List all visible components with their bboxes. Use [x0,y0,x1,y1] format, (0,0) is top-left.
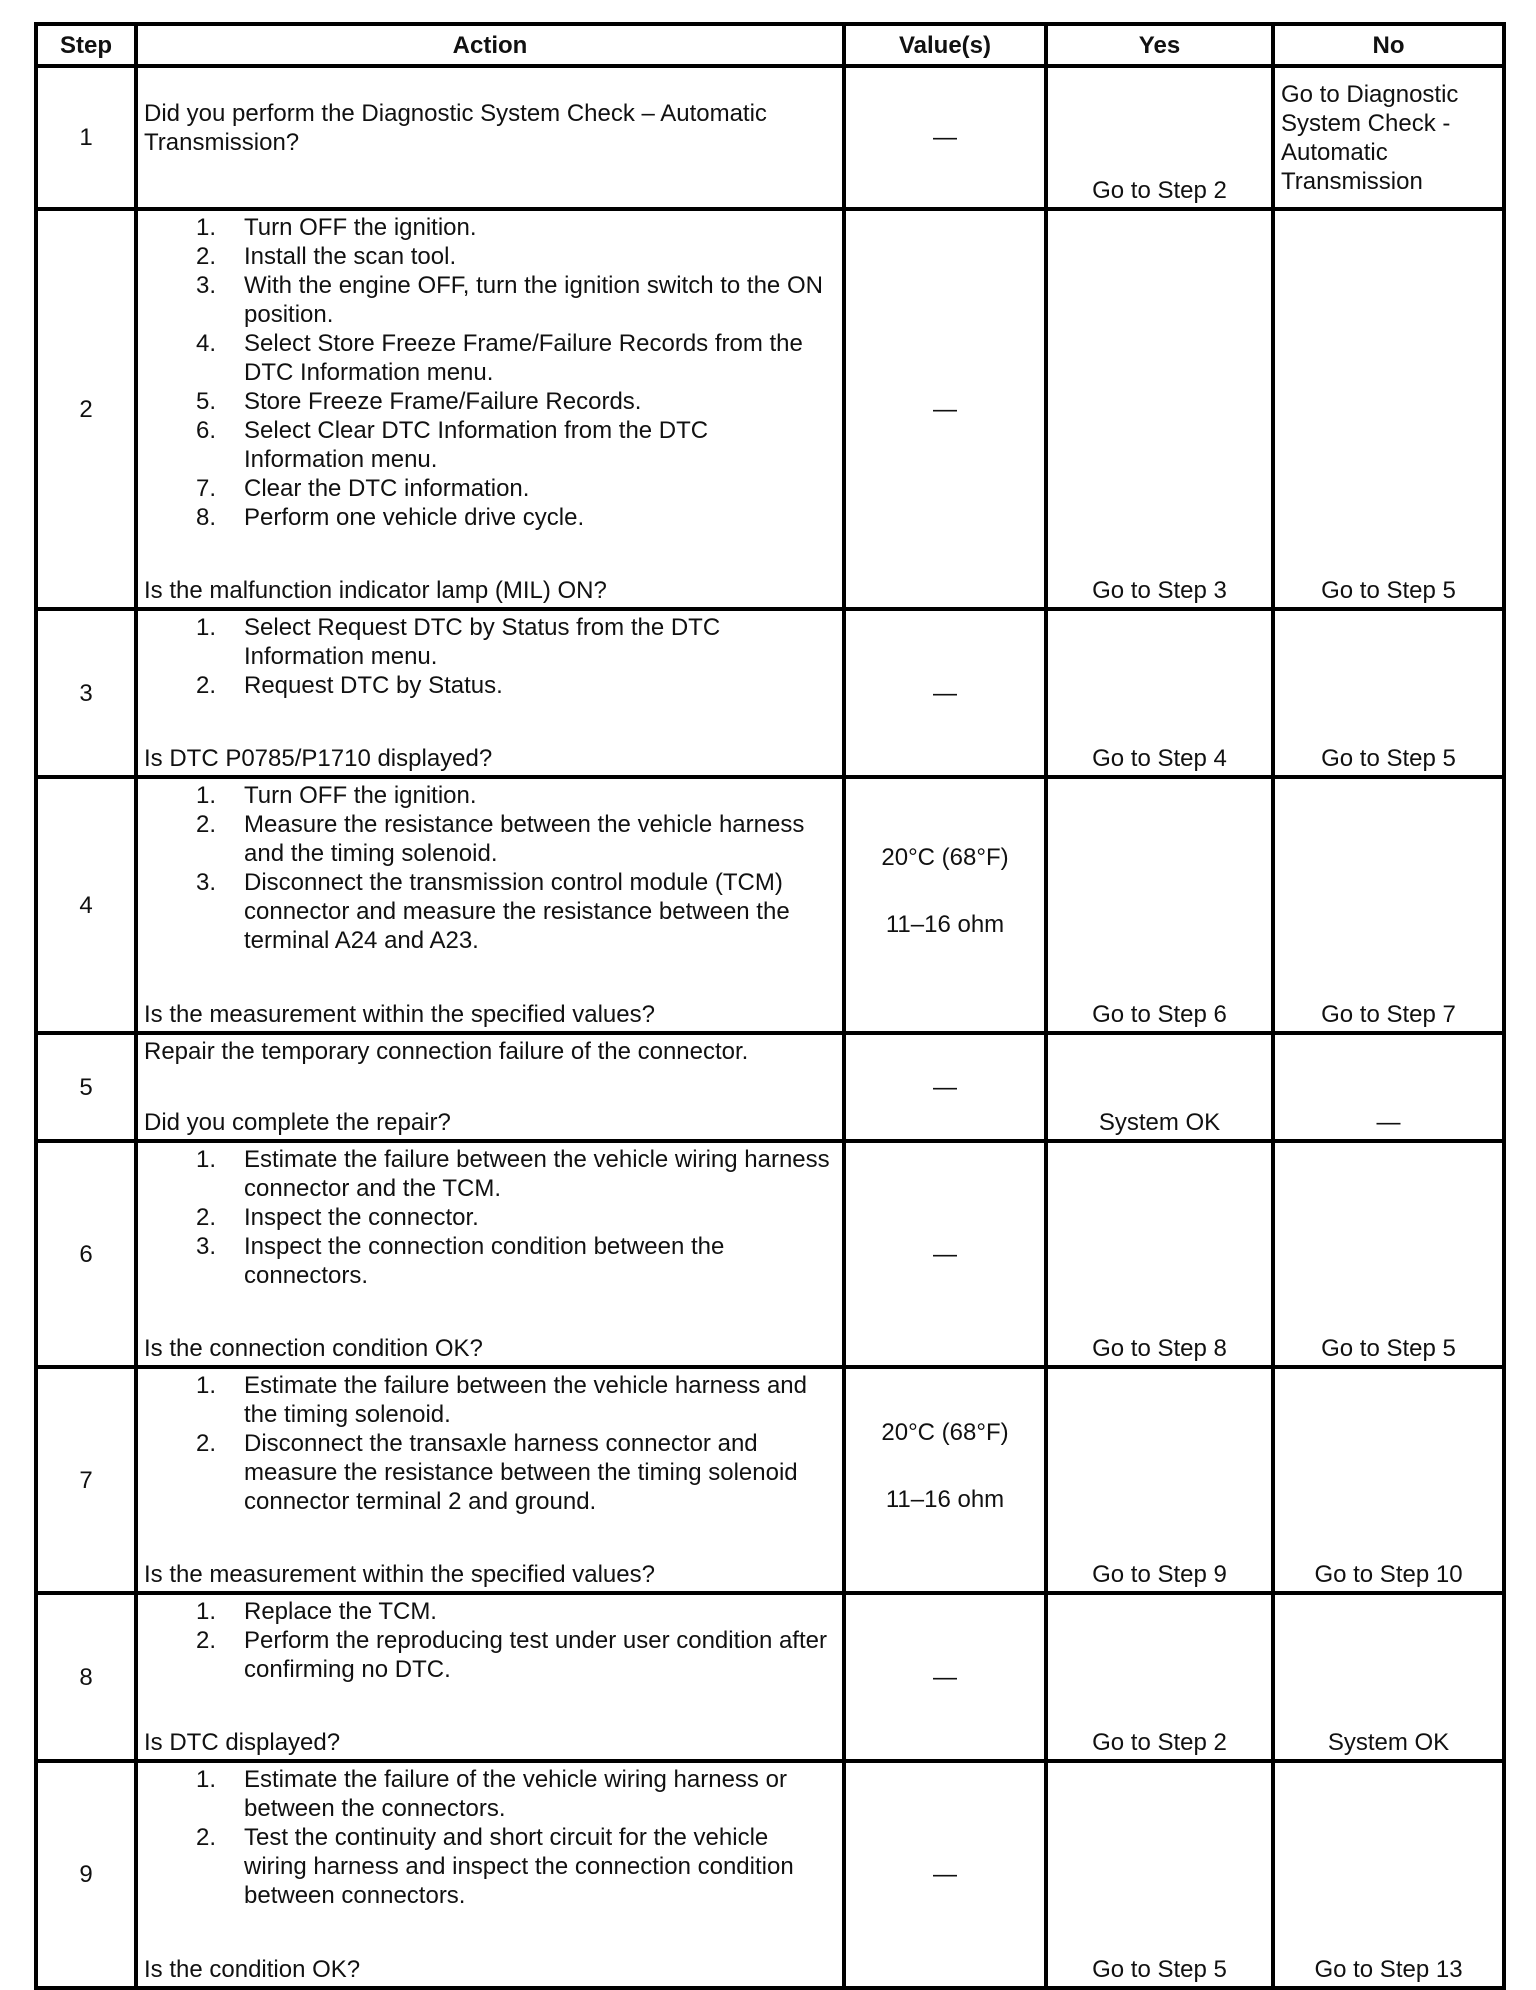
action-top [144,1145,834,1290]
list-item [144,868,834,955]
list-item [144,1429,834,1516]
no-result: Go to Step 10 [1273,1367,1504,1593]
no-result: Go to Step 7 [1273,777,1504,1033]
list-item-number: 5. [195,388,216,415]
action-cell [136,609,844,777]
list-item-text: Test the continuity and short circuit for the vehicle wiring harness and inspect the connection condition between connectors. [244,1824,794,1909]
spec-value: — [933,1240,957,1268]
list-item-number: 1. [195,1598,216,1625]
spec-value: 11–16 ohm [885,911,1005,938]
values-block [846,1860,1044,1889]
list-item-number: 2. [195,1204,216,1231]
action-top [144,1371,834,1516]
action-content [144,1371,834,1589]
action-text: Did you perform the Diagnostic System Check – Automatic Transmission? [144,99,767,156]
list-item [144,271,834,329]
action-cell [136,209,844,609]
values-block [846,1240,1044,1269]
list-item [144,1823,834,1910]
action-question: Is DTC displayed? [144,1729,341,1756]
action-content [144,68,834,207]
action-question: Is DTC P0785/P1710 displayed? [144,745,493,772]
table-row [36,609,1504,777]
header-values: Value(s) [844,24,1046,66]
list-item-text: Estimate the failure between the vehicle harness and the timing solenoid. [244,1372,808,1428]
action-top [144,1765,834,1910]
action-question: Did you complete the repair? [144,1109,451,1136]
list-item-number: 2. [195,811,216,838]
no-result: Go to Step 5 [1273,209,1504,609]
list-item-text: Turn OFF the ignition. [244,214,477,241]
no-result: System OK [1273,1593,1504,1761]
list-item-text: Select Request DTC by Status from the DTC Information menu. [244,614,721,670]
list-item-number: 2. [195,672,216,699]
step-number: 7 [36,1367,136,1593]
list-item-text: Disconnect the transmission control module (TCM) connector and measure the resistance between the terminal A24 and A23. [244,869,790,954]
yes-result: Go to Step 5 [1046,1761,1273,1988]
action-top [144,613,834,700]
action-steps-list [144,1765,834,1910]
step-number: 3 [36,609,136,777]
action-steps-list [144,1145,834,1290]
yes-result: Go to Step 2 [1046,1593,1273,1761]
list-item-text: Select Store Freeze Frame/Failure Records from the DTC Information menu. [244,330,803,386]
action-cell [136,777,844,1033]
table-row [36,1367,1504,1593]
list-item-text: Inspect the connector. [244,1204,479,1231]
yes-result: System OK [1046,1033,1273,1141]
action-steps-list [144,613,834,700]
header-yes: Yes [1046,24,1273,66]
table-row [36,1141,1504,1367]
list-item [144,1597,834,1626]
list-item [144,416,834,474]
list-item [144,810,834,868]
values-cell [844,1593,1046,1761]
action-question: Is the condition OK? [144,1956,361,1983]
list-item-number: 8. [195,504,216,531]
list-item-number: 1. [195,1766,216,1793]
list-item-text: Estimate the failure of the vehicle wiring harness or between the connectors. [244,1766,787,1822]
header-action: Action [136,24,844,66]
header-row [36,24,1504,66]
list-item [144,1232,834,1290]
table-row [36,777,1504,1033]
list-item [144,1145,834,1203]
list-item [144,1626,834,1684]
list-item [144,242,834,271]
diagnostic-table [34,22,1506,1990]
table-row [36,1761,1504,1988]
list-item [144,613,834,671]
yes-result: Go to Step 2 [1046,66,1273,209]
action-question: Is the connection condition OK? [144,1335,483,1362]
action-cell [136,1367,844,1593]
values-cell [844,1367,1046,1593]
action-content [144,1037,834,1137]
list-item-number: 1. [195,782,216,809]
list-item-text: Disconnect the transaxle harness connector and measure the resistance between the timing solenoid connector terminal 2 and ground. [244,1430,798,1515]
action-steps-list [144,781,834,955]
step-number: 6 [36,1141,136,1367]
list-item-number: 2. [195,1824,216,1851]
values-block [846,843,1044,939]
step-number: 2 [36,209,136,609]
list-item-text: With the engine OFF, turn the ignition switch to the ON position. [244,272,823,328]
list-item-text: Clear the DTC information. [244,475,530,502]
values-cell [844,1033,1046,1141]
action-content [144,1145,834,1363]
list-item-text: Store Freeze Frame/Failure Records. [244,388,642,415]
list-item [144,474,834,503]
action-steps-list [144,1371,834,1516]
values-cell [844,777,1046,1033]
values-cell [844,609,1046,777]
values-cell [844,1761,1046,1988]
action-cell [136,1033,844,1141]
values-cell [844,1141,1046,1367]
list-item-number: 3. [195,869,216,896]
list-item [144,1371,834,1429]
spec-value: — [933,124,957,151]
values-cell [844,209,1046,609]
list-item-number: 2. [195,1627,216,1654]
list-item [144,329,834,387]
list-item-number: 2. [195,243,216,270]
yes-result: Go to Step 9 [1046,1367,1273,1593]
list-item [144,213,834,242]
header-step: Step [36,24,136,66]
table-row [36,1593,1504,1761]
list-item-number: 1. [195,214,216,241]
spec-value: — [933,1073,957,1101]
action-top [144,213,834,532]
yes-result: Go to Step 3 [1046,209,1273,609]
values-block [846,679,1044,708]
values-block [846,1073,1044,1102]
list-item-number: 2. [195,1430,216,1457]
list-item-text: Measure the resistance between the vehicle harness and the timing solenoid. [244,811,805,867]
list-item [144,671,834,700]
action-steps-list [144,213,834,532]
no-result: Go to Step 5 [1273,1141,1504,1367]
list-item-text: Inspect the connection condition between the connectors. [244,1233,725,1289]
yes-result: Go to Step 8 [1046,1141,1273,1367]
list-item-text: Turn OFF the ignition. [244,782,477,809]
action-steps-list [144,1597,834,1684]
action-top [144,1037,834,1066]
action-content [144,1765,834,1984]
spec-value: 20°C (68°F) [881,1419,1009,1446]
values-cell [844,66,1046,209]
list-item-number: 4. [195,330,216,357]
action-question: Is the measurement within the specified values? [144,1561,655,1588]
table-row [36,1033,1504,1141]
action-top [144,99,834,157]
list-item-number: 3. [195,1233,216,1260]
yes-result: Go to Step 4 [1046,609,1273,777]
spec-value: — [933,1861,957,1888]
list-item-number: 1. [195,1146,216,1173]
list-item [144,1765,834,1823]
action-top [144,781,834,955]
list-item-text: Select Clear DTC Information from the DTC Information menu. [244,417,709,473]
spec-value: — [933,1663,957,1691]
action-question: Is the measurement within the specified values? [144,1001,655,1028]
values-block [846,395,1044,424]
no-result: — [1273,1033,1504,1141]
yes-result: Go to Step 6 [1046,777,1273,1033]
values-block [846,1418,1044,1514]
spec-value: — [933,679,957,707]
action-content [144,213,834,605]
no-result: Go to Step 13 [1273,1761,1504,1988]
step-number: 1 [36,66,136,209]
spec-value: — [933,395,957,423]
action-cell [136,1141,844,1367]
values-block [846,123,1044,152]
action-question: Is the malfunction indicator lamp (MIL) ON? [144,577,607,604]
no-result: Go to Diagnostic System Check - Automatic Transmission [1273,66,1504,209]
list-item [144,503,834,532]
list-item-number: 1. [195,614,216,641]
table-row [36,209,1504,609]
list-item-text: Estimate the failure between the vehicle wiring harness connector and the TCM. [244,1146,830,1202]
list-item-text: Replace the TCM. [244,1598,437,1625]
list-item-text: Install the scan tool. [244,243,457,270]
action-cell [136,1761,844,1988]
step-number: 8 [36,1593,136,1761]
action-content [144,613,834,773]
header-no: No [1273,24,1504,66]
list-item-text: Request DTC by Status. [244,672,503,699]
spec-value: 11–16 ohm [885,1486,1005,1513]
list-item-number: 6. [195,417,216,444]
list-item-text: Perform the reproducing test under user condition after confirming no DTC. [244,1627,827,1683]
table-row [36,66,1504,209]
action-text: Repair the temporary connection failure of the connector. [144,1038,749,1065]
list-item [144,781,834,810]
list-item-number: 1. [195,1372,216,1399]
spec-value: 20°C (68°F) [881,844,1009,871]
action-cell [136,66,844,209]
list-item-number: 7. [195,475,216,502]
list-item [144,1203,834,1232]
list-item-number: 3. [195,272,216,299]
action-cell [136,1593,844,1761]
action-content [144,781,834,1029]
values-block [846,1663,1044,1692]
list-item-text: Perform one vehicle drive cycle. [244,504,585,531]
table-body [36,66,1504,1988]
list-item [144,387,834,416]
step-number: 5 [36,1033,136,1141]
step-number: 9 [36,1761,136,1988]
action-top [144,1597,834,1684]
action-content [144,1597,834,1757]
step-number: 4 [36,777,136,1033]
no-result: Go to Step 5 [1273,609,1504,777]
